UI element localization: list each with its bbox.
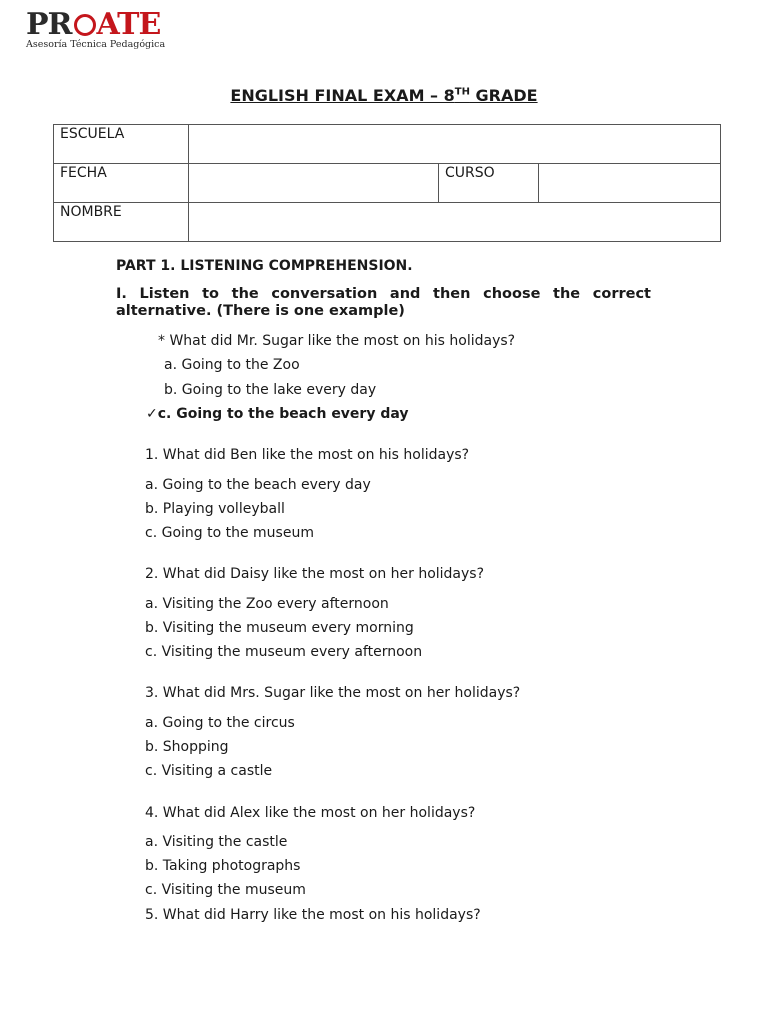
exam-title: ENGLISH FINAL EXAM – 8TH GRADE bbox=[230, 86, 538, 105]
logo-wordmark: PR ATE bbox=[26, 7, 161, 42]
fecha-label: FECHA bbox=[54, 164, 189, 203]
logo-subtitle: Asesoría Técnica Pedagógica bbox=[26, 39, 166, 50]
q3-option-b[interactable]: b. Shopping bbox=[145, 739, 229, 755]
q1-option-b[interactable]: b. Playing volleyball bbox=[145, 501, 285, 517]
example-option-c: ✓c. Going to the beach every day bbox=[146, 406, 409, 422]
instructions: I. Listen to the conversation and then choose the correct alternative. (There is one example) bbox=[116, 286, 651, 319]
student-info-table bbox=[53, 124, 721, 242]
fecha-field[interactable] bbox=[189, 164, 439, 203]
escuela-field[interactable] bbox=[189, 125, 721, 164]
question-2: 2. What did Daisy like the most on her holidays? bbox=[145, 566, 485, 582]
q2-option-b[interactable]: b. Visiting the museum every morning bbox=[145, 620, 414, 636]
q4-option-b[interactable]: b. Taking photographs bbox=[145, 858, 301, 874]
curso-label: CURSO bbox=[439, 164, 539, 203]
proate-logo bbox=[26, 8, 165, 50]
example-option-a: a. Going to the Zoo bbox=[164, 357, 300, 373]
curso-field[interactable] bbox=[539, 164, 721, 203]
q2-option-a[interactable]: a. Visiting the Zoo every afternoon bbox=[145, 596, 389, 612]
example-question: * What did Mr. Sugar like the most on his holidays? bbox=[158, 333, 516, 349]
example-option-b: b. Going to the lake every day bbox=[164, 382, 377, 398]
question-3: 3. What did Mrs. Sugar like the most on her holidays? bbox=[145, 685, 521, 701]
part-heading: PART 1. LISTENING COMPREHENSION. bbox=[116, 258, 413, 274]
q4-option-c[interactable]: c. Visiting the museum bbox=[145, 882, 306, 898]
q1-option-c[interactable]: c. Going to the museum bbox=[145, 525, 314, 541]
question-1: 1. What did Ben like the most on his holidays? bbox=[145, 447, 470, 463]
q3-option-c[interactable]: c. Visiting a castle bbox=[145, 763, 273, 779]
escuela-label: ESCUELA bbox=[54, 125, 189, 164]
logo-ring-icon bbox=[74, 14, 96, 36]
checkmark-icon: ✓ bbox=[146, 406, 158, 422]
nombre-label: NOMBRE bbox=[54, 203, 189, 242]
q2-option-c[interactable]: c. Visiting the museum every afternoon bbox=[145, 644, 423, 660]
q1-option-a[interactable]: a. Going to the beach every day bbox=[145, 477, 371, 493]
q3-option-a[interactable]: a. Going to the circus bbox=[145, 715, 295, 731]
question-4: 4. What did Alex like the most on her holidays? bbox=[145, 805, 476, 821]
q4-option-a[interactable]: a. Visiting the castle bbox=[145, 834, 288, 850]
nombre-field[interactable] bbox=[189, 203, 721, 242]
question-5: 5. What did Harry like the most on his holidays? bbox=[145, 907, 481, 923]
